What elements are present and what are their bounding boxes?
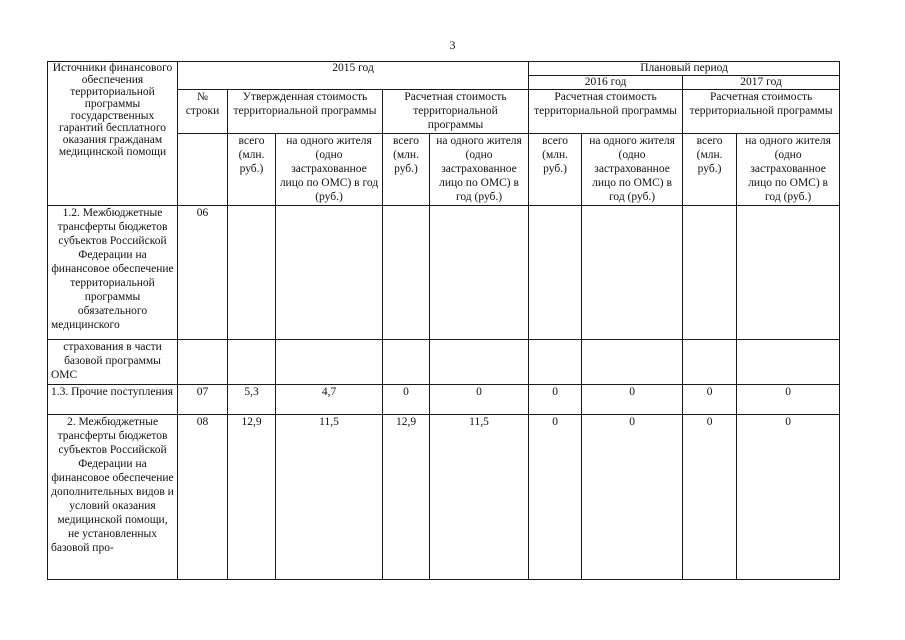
- header-planned-period: Плановый период: [529, 62, 840, 76]
- header-per-person: на одного жителя (одно застрахованное лицо по ОМС) в год (руб.): [582, 134, 683, 206]
- cell-value: [529, 206, 582, 340]
- row-source: 1.3. Прочие поступления: [48, 385, 178, 415]
- cell-value: [737, 206, 840, 340]
- cell-value: 0: [683, 415, 737, 580]
- cell-value: [430, 206, 529, 340]
- table-row: [48, 415, 840, 580]
- header-source: Источники финансового обеспечения территориальной программы государственных гарантий бесплатного оказания гражданам медицинской помощи: [48, 62, 178, 206]
- row-number: 08: [178, 415, 228, 580]
- cell-value: [383, 206, 430, 340]
- row-source: 1.2. Межбюджетные трансферты бюджетов субъектов Российской Федерации на финансовое обеспечение территориальной программы обязательного медицинского: [48, 206, 178, 340]
- cell-value: 11,5: [430, 415, 529, 580]
- cell-value: [228, 340, 276, 385]
- header-per-person: на одного жителя (одно застрахованное лицо по ОМС) в год (руб.): [737, 134, 840, 206]
- header-row-no: № строки: [178, 90, 228, 134]
- header-calc-cost-2016: Расчетная стоимость территориальной программы: [529, 90, 683, 134]
- cell-value: [276, 206, 383, 340]
- row-source: 2. Межбюджетные трансферты бюджетов субъектов Российской Федерации на финансовое обеспечение дополнительных видов и условий оказания медицинской помощи, не установленных базовой про-: [48, 415, 178, 580]
- header-year-2016: 2016 год: [529, 76, 683, 90]
- cell-value: [737, 340, 840, 385]
- cell-value: 11,5: [276, 415, 383, 580]
- cell-value: 0: [430, 385, 529, 415]
- cell-value: 0: [529, 385, 582, 415]
- cell-value: 12,9: [383, 415, 430, 580]
- cell-value: 0: [529, 415, 582, 580]
- table-row: [48, 385, 840, 415]
- cell-value: 4,7: [276, 385, 383, 415]
- header-per-person: на одного жителя (одно застрахованное лицо по ОМС) в год (руб.): [276, 134, 383, 206]
- cell-value: 0: [582, 415, 683, 580]
- cell-value: 0: [383, 385, 430, 415]
- header-total: всего (млн. руб.): [228, 134, 276, 206]
- row-number: [178, 340, 228, 385]
- header-total: всего (млн. руб.): [683, 134, 737, 206]
- cell-value: [383, 340, 430, 385]
- cell-value: [582, 340, 683, 385]
- header-year-2015: 2015 год: [178, 62, 529, 90]
- header-total: всего (млн. руб.): [529, 134, 582, 206]
- header-row-no-blank: [178, 134, 228, 206]
- header-approved-cost: Утвержденная стоимость территориальной программы: [228, 90, 383, 134]
- cell-value: [683, 206, 737, 340]
- row-number: 07: [178, 385, 228, 415]
- header-per-person: на одного жителя (одно застрахованное лицо по ОМС) в год (руб.): [430, 134, 529, 206]
- table-row: [48, 340, 840, 385]
- cell-value: 12,9: [228, 415, 276, 580]
- cell-value: [228, 206, 276, 340]
- cell-value: [529, 340, 582, 385]
- row-number: 06: [178, 206, 228, 340]
- cell-value: 0: [737, 385, 840, 415]
- cell-value: 5,3: [228, 385, 276, 415]
- header-year-2017: 2017 год: [683, 76, 840, 90]
- cell-value: 0: [582, 385, 683, 415]
- table-row: [48, 206, 840, 340]
- header-calc-cost-2017: Расчетная стоимость территориальной программы: [683, 90, 840, 134]
- cell-value: [430, 340, 529, 385]
- cell-value: 0: [737, 415, 840, 580]
- cell-value: [276, 340, 383, 385]
- page-number: 3: [449, 38, 456, 52]
- cell-value: 0: [683, 385, 737, 415]
- row-source: страхования в части базовой программы ОМС: [48, 340, 178, 385]
- cell-value: [683, 340, 737, 385]
- header-total: всего (млн. руб.): [383, 134, 430, 206]
- financing-table: [47, 61, 840, 580]
- header-calc-cost-2015: Расчетная стоимость территориальной программы: [383, 90, 529, 134]
- cell-value: [582, 206, 683, 340]
